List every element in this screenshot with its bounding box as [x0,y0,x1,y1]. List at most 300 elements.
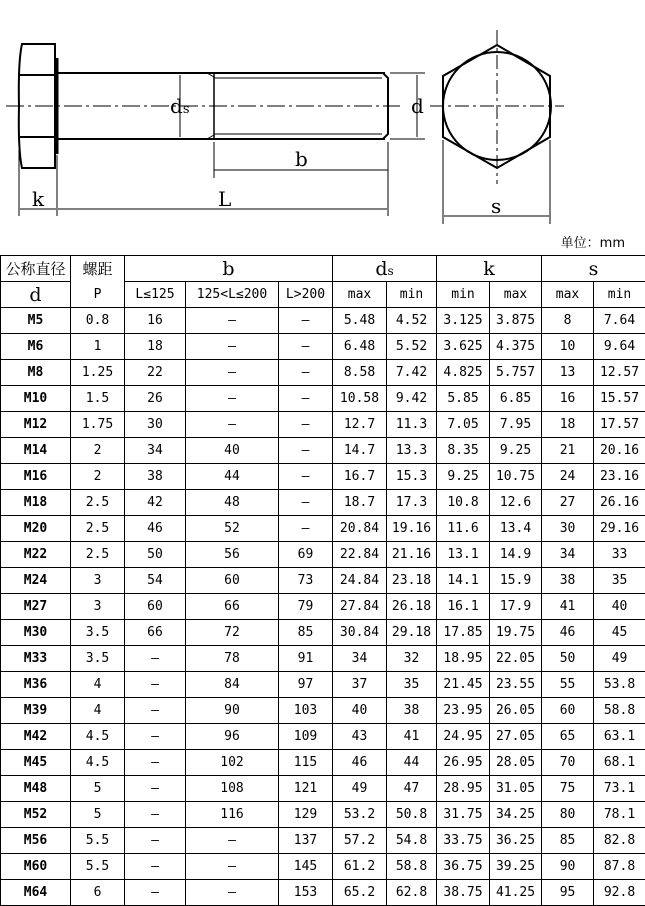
cell-d: M42 [1,724,71,750]
cell-s-max: 38 [542,568,594,594]
cell-b-l125: 22 [125,360,186,386]
cell-b-l125: — [125,672,186,698]
cell-b-l200: 73 [279,568,333,594]
cell-d: M33 [1,646,71,672]
cell-k-min: 5.85 [437,386,490,412]
cell-s-max: 60 [542,698,594,724]
cell-b-l125-200: — [186,334,279,360]
cell-s-min: 12.57 [594,360,645,386]
cell-ds-max: 46 [333,750,387,776]
cell-s-max: 46 [542,620,594,646]
cell-ds-min: 17.3 [387,490,437,516]
cell-k-min: 24.95 [437,724,490,750]
cell-s-max: 95 [542,880,594,906]
cell-k-max: 9.25 [490,438,542,464]
cell-k-max: 23.55 [490,672,542,698]
cell-p: 1.25 [71,360,125,386]
cell-b-l125-200: 116 [186,802,279,828]
cell-s-min: 49 [594,646,645,672]
cell-b-l125: 50 [125,542,186,568]
cell-k-max: 19.75 [490,620,542,646]
cell-ds-max: 43 [333,724,387,750]
cell-s-max: 80 [542,802,594,828]
table-body [1,308,645,906]
cell-d: M60 [1,854,71,880]
cell-b-l200: — [279,360,333,386]
cell-d: M6 [1,334,71,360]
cell-s-min: 29.16 [594,516,645,542]
cell-s-min: 87.8 [594,854,645,880]
cell-b-l125: 54 [125,568,186,594]
cell-k-min: 26.95 [437,750,490,776]
cell-b-l125-200: 40 [186,438,279,464]
cell-k-min: 31.75 [437,802,490,828]
cell-s-max: 85 [542,828,594,854]
cell-ds-min: 9.42 [387,386,437,412]
cell-ds-max: 8.58 [333,360,387,386]
cell-s-min: 68.1 [594,750,645,776]
L-label: L [218,187,231,211]
cell-s-min: 9.64 [594,334,645,360]
cell-d: M36 [1,672,71,698]
cell-d: M30 [1,620,71,646]
cell-d: M52 [1,802,71,828]
cell-s-min: 92.8 [594,880,645,906]
cell-b-l200: 137 [279,828,333,854]
cell-b-l125-200: — [186,308,279,334]
cell-k-min: 38.75 [437,880,490,906]
cell-k-min: 23.95 [437,698,490,724]
cell-ds-min: 26.18 [387,594,437,620]
cell-b-l125-200: 102 [186,750,279,776]
k-label: k [32,187,45,211]
cell-s-max: 18 [542,412,594,438]
cell-ds-max: 12.7 [333,412,387,438]
cell-k-max: 22.05 [490,646,542,672]
cell-s-min: 58.8 [594,698,645,724]
cell-b-l125: 66 [125,620,186,646]
table-row [1,672,645,698]
cell-ds-min: 35 [387,672,437,698]
cell-ds-min: 4.52 [387,308,437,334]
cell-k-min: 3.625 [437,334,490,360]
table-row [1,568,645,594]
cell-k-max: 34.25 [490,802,542,828]
header-pitch: 螺距 [71,256,125,282]
cell-d: M14 [1,438,71,464]
cell-ds-max: 20.84 [333,516,387,542]
cell-p: 5.5 [71,854,125,880]
header-k: k [437,256,542,282]
cell-s-max: 30 [542,516,594,542]
cell-k-max: 10.75 [490,464,542,490]
cell-p: 2.5 [71,542,125,568]
cell-ds-max: 57.2 [333,828,387,854]
cell-k-min: 17.85 [437,620,490,646]
cell-k-max: 17.9 [490,594,542,620]
cell-d: M24 [1,568,71,594]
cell-s-min: 82.8 [594,828,645,854]
table-row [1,464,645,490]
cell-ds-min: 54.8 [387,828,437,854]
cell-k-min: 33.75 [437,828,490,854]
cell-s-min: 63.1 [594,724,645,750]
cell-b-l125: 60 [125,594,186,620]
cell-ds-max: 53.2 [333,802,387,828]
cell-b-l125-200: — [186,828,279,854]
cell-d: M8 [1,360,71,386]
cell-b-l200: 103 [279,698,333,724]
cell-s-max: 13 [542,360,594,386]
cell-p: 2.5 [71,490,125,516]
cell-s-max: 55 [542,672,594,698]
cell-b-l125: 42 [125,490,186,516]
cell-s-min: 20.16 [594,438,645,464]
cell-d: M10 [1,386,71,412]
cell-d: M64 [1,880,71,906]
cell-s-min: 17.57 [594,412,645,438]
cell-s-min: 7.64 [594,308,645,334]
cell-p: 3.5 [71,646,125,672]
cell-p: 6 [71,880,125,906]
cell-ds-max: 24.84 [333,568,387,594]
header-k-min: min [437,282,490,308]
cell-ds-min: 23.18 [387,568,437,594]
cell-d: M48 [1,776,71,802]
cell-b-l125-200: 44 [186,464,279,490]
cell-p: 1.5 [71,386,125,412]
cell-k-min: 18.95 [437,646,490,672]
table-row [1,880,645,906]
cell-ds-min: 11.3 [387,412,437,438]
cell-p: 3.5 [71,620,125,646]
cell-k-min: 16.1 [437,594,490,620]
cell-k-max: 28.05 [490,750,542,776]
cell-b-l125: — [125,776,186,802]
b-label: b [295,147,308,171]
header-d-symbol: d [1,282,71,308]
cell-b-l200: 69 [279,542,333,568]
cell-s-min: 26.16 [594,490,645,516]
cell-b-l125: — [125,698,186,724]
cell-b-l200: — [279,412,333,438]
cell-b-l125-200: 60 [186,568,279,594]
cell-d: M16 [1,464,71,490]
cell-ds-min: 47 [387,776,437,802]
cell-d: M45 [1,750,71,776]
table-row [1,750,645,776]
cell-b-l200: 79 [279,594,333,620]
cell-b-l200: — [279,308,333,334]
ds-label: ds [170,94,189,118]
d-label: d [411,94,424,118]
hex-bolt-drawing [0,0,645,230]
cell-k-max: 14.9 [490,542,542,568]
cell-k-max: 31.05 [490,776,542,802]
cell-k-max: 36.25 [490,828,542,854]
cell-k-max: 4.375 [490,334,542,360]
cell-b-l125-200: — [186,880,279,906]
cell-b-l125: 16 [125,308,186,334]
cell-k-min: 11.6 [437,516,490,542]
header-s-min: min [594,282,645,308]
cell-s-min: 73.1 [594,776,645,802]
header-b-l125-200: 125<L≤200 [186,282,279,308]
cell-ds-min: 15.3 [387,464,437,490]
cell-k-max: 3.875 [490,308,542,334]
cell-ds-max: 16.7 [333,464,387,490]
cell-p: 2 [71,464,125,490]
cell-k-min: 14.1 [437,568,490,594]
cell-ds-min: 7.42 [387,360,437,386]
table-row [1,542,645,568]
cell-p: 3 [71,594,125,620]
cell-s-min: 78.1 [594,802,645,828]
cell-b-l125: 34 [125,438,186,464]
cell-d: M22 [1,542,71,568]
cell-d: M18 [1,490,71,516]
cell-s-max: 21 [542,438,594,464]
cell-s-min: 45 [594,620,645,646]
header-b: b [125,256,333,282]
cell-b-l200: — [279,464,333,490]
cell-k-max: 41.25 [490,880,542,906]
cell-b-l125-200: 90 [186,698,279,724]
cell-ds-min: 13.3 [387,438,437,464]
cell-b-l200: 109 [279,724,333,750]
cell-k-min: 3.125 [437,308,490,334]
cell-ds-max: 18.7 [333,490,387,516]
cell-ds-max: 65.2 [333,880,387,906]
cell-b-l125-200: 96 [186,724,279,750]
cell-k-min: 4.825 [437,360,490,386]
table-row [1,308,645,334]
cell-s-max: 90 [542,854,594,880]
cell-s-max: 16 [542,386,594,412]
cell-p: 2 [71,438,125,464]
cell-ds-min: 29.18 [387,620,437,646]
cell-b-l125-200: — [186,854,279,880]
cell-ds-max: 30.84 [333,620,387,646]
cell-ds-max: 14.7 [333,438,387,464]
cell-k-max: 39.25 [490,854,542,880]
cell-b-l125: — [125,880,186,906]
cell-b-l200: — [279,516,333,542]
cell-k-max: 13.4 [490,516,542,542]
cell-p: 4.5 [71,724,125,750]
header-p-symbol: P [71,282,125,308]
cell-p: 5.5 [71,828,125,854]
cell-ds-min: 32 [387,646,437,672]
cell-ds-min: 41 [387,724,437,750]
cell-b-l200: 97 [279,672,333,698]
cell-b-l200: 129 [279,802,333,828]
bolt-spec-table [0,255,645,906]
cell-b-l125-200: 72 [186,620,279,646]
cell-b-l200: — [279,438,333,464]
cell-s-max: 70 [542,750,594,776]
table-row [1,516,645,542]
cell-p: 4.5 [71,750,125,776]
cell-ds-max: 22.84 [333,542,387,568]
cell-s-max: 8 [542,308,594,334]
cell-b-l125: — [125,646,186,672]
cell-s-max: 41 [542,594,594,620]
table-row [1,412,645,438]
header-b-l200: L>200 [279,282,333,308]
cell-ds-max: 40 [333,698,387,724]
table-row [1,724,645,750]
cell-b-l200: — [279,334,333,360]
cell-s-max: 50 [542,646,594,672]
table-row [1,334,645,360]
cell-k-max: 26.05 [490,698,542,724]
cell-d: M12 [1,412,71,438]
cell-s-max: 75 [542,776,594,802]
cell-b-l125-200: 108 [186,776,279,802]
cell-ds-min: 44 [387,750,437,776]
table-row [1,360,645,386]
cell-ds-max: 61.2 [333,854,387,880]
cell-k-min: 9.25 [437,464,490,490]
cell-k-min: 13.1 [437,542,490,568]
header-k-max: max [490,282,542,308]
cell-b-l125: 26 [125,386,186,412]
cell-k-min: 10.8 [437,490,490,516]
cell-p: 2.5 [71,516,125,542]
cell-k-min: 8.35 [437,438,490,464]
cell-b-l125-200: — [186,412,279,438]
table-row [1,438,645,464]
cell-k-max: 6.85 [490,386,542,412]
cell-k-min: 21.45 [437,672,490,698]
cell-s-min: 53.8 [594,672,645,698]
cell-b-l200: — [279,386,333,412]
cell-s-min: 15.57 [594,386,645,412]
header-ds: ds [333,256,437,282]
table-row [1,698,645,724]
cell-p: 0.8 [71,308,125,334]
cell-k-min: 36.75 [437,854,490,880]
cell-p: 4 [71,672,125,698]
cell-ds-max: 27.84 [333,594,387,620]
cell-b-l200: 91 [279,646,333,672]
cell-b-l200: 121 [279,776,333,802]
cell-s-max: 34 [542,542,594,568]
cell-p: 1 [71,334,125,360]
cell-ds-min: 21.16 [387,542,437,568]
cell-b-l125: — [125,750,186,776]
cell-b-l200: 153 [279,880,333,906]
cell-b-l125-200: — [186,386,279,412]
cell-d: M27 [1,594,71,620]
cell-b-l125: 46 [125,516,186,542]
cell-b-l125: 18 [125,334,186,360]
s-label: s [491,194,501,218]
cell-b-l125: 30 [125,412,186,438]
cell-b-l200: — [279,490,333,516]
header-s-max: max [542,282,594,308]
cell-k-max: 12.6 [490,490,542,516]
cell-k-max: 7.95 [490,412,542,438]
table-row [1,854,645,880]
cell-k-max: 5.757 [490,360,542,386]
unit-label: 单位：mm [561,232,625,251]
cell-ds-max: 49 [333,776,387,802]
header-b-l125: L≤125 [125,282,186,308]
cell-ds-max: 6.48 [333,334,387,360]
cell-s-min: 23.16 [594,464,645,490]
header-nominal-diameter: 公称直径 [1,256,71,282]
cell-s-max: 65 [542,724,594,750]
cell-k-max: 27.05 [490,724,542,750]
cell-ds-max: 37 [333,672,387,698]
cell-b-l125-200: 66 [186,594,279,620]
cell-ds-min: 38 [387,698,437,724]
cell-ds-max: 10.58 [333,386,387,412]
cell-b-l125: — [125,854,186,880]
table-row [1,386,645,412]
header-s: s [542,256,645,282]
cell-d: M20 [1,516,71,542]
cell-k-min: 7.05 [437,412,490,438]
header-ds-min: min [387,282,437,308]
header-ds-max: max [333,282,387,308]
cell-b-l200: 145 [279,854,333,880]
cell-ds-max: 5.48 [333,308,387,334]
cell-b-l125: 38 [125,464,186,490]
cell-ds-min: 50.8 [387,802,437,828]
table-row [1,646,645,672]
cell-s-min: 33 [594,542,645,568]
cell-b-l125-200: — [186,360,279,386]
cell-b-l200: 115 [279,750,333,776]
cell-b-l125-200: 48 [186,490,279,516]
cell-d: M5 [1,308,71,334]
cell-s-max: 27 [542,490,594,516]
cell-ds-max: 34 [333,646,387,672]
cell-b-l125: — [125,724,186,750]
cell-b-l125-200: 52 [186,516,279,542]
table-row [1,490,645,516]
cell-b-l200: 85 [279,620,333,646]
cell-p: 3 [71,568,125,594]
cell-k-max: 15.9 [490,568,542,594]
cell-ds-min: 62.8 [387,880,437,906]
cell-s-min: 35 [594,568,645,594]
table-row [1,828,645,854]
cell-k-min: 28.95 [437,776,490,802]
cell-b-l125-200: 56 [186,542,279,568]
cell-s-min: 40 [594,594,645,620]
cell-b-l125-200: 84 [186,672,279,698]
cell-ds-min: 19.16 [387,516,437,542]
cell-ds-min: 58.8 [387,854,437,880]
cell-s-max: 24 [542,464,594,490]
cell-d: M56 [1,828,71,854]
cell-b-l125: — [125,828,186,854]
table-row [1,594,645,620]
cell-ds-min: 5.52 [387,334,437,360]
cell-p: 5 [71,776,125,802]
cell-d: M39 [1,698,71,724]
cell-b-l125: — [125,802,186,828]
cell-p: 5 [71,802,125,828]
cell-b-l125-200: 78 [186,646,279,672]
table-row [1,802,645,828]
table-row [1,620,645,646]
table-row [1,776,645,802]
